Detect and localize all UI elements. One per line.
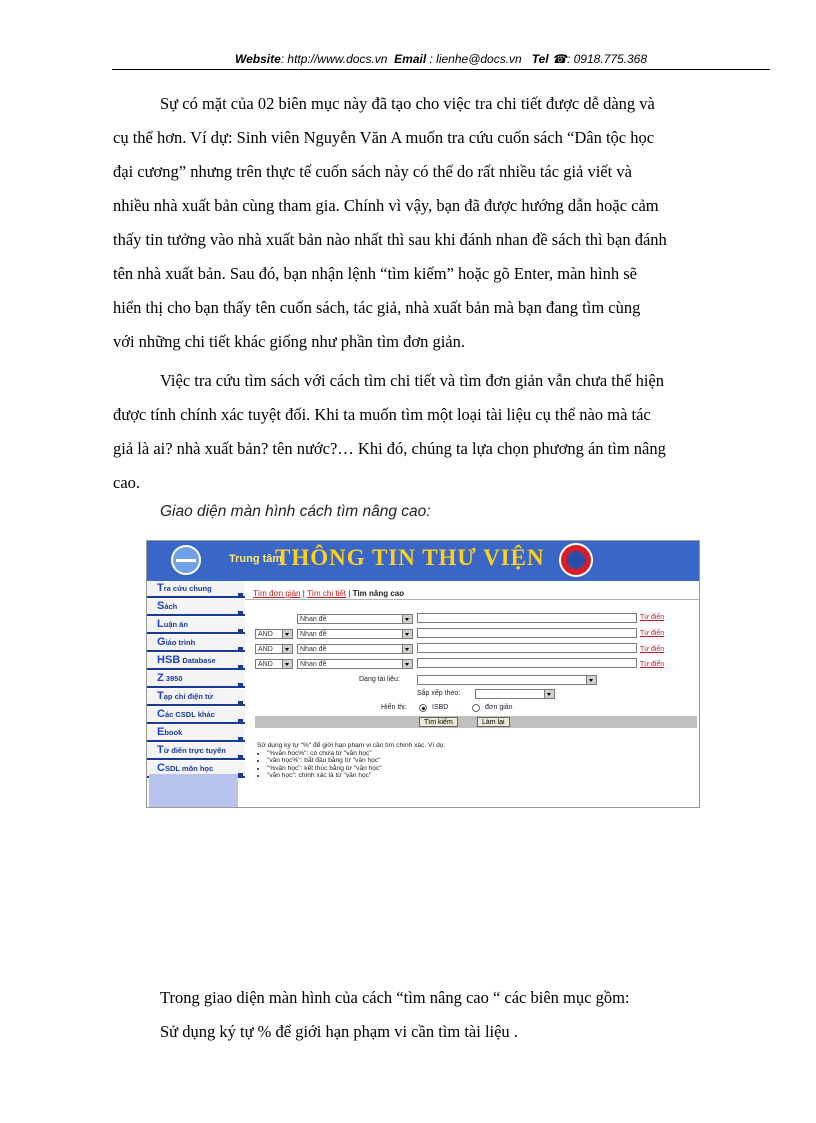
sidebar-item-label: ác CSDL khác: [164, 710, 215, 719]
tab-simple-search[interactable]: Tìm đơn giản: [253, 589, 301, 598]
header-divider: [112, 69, 770, 70]
sidebar-item-ebook[interactable]: [147, 725, 245, 742]
chevron-down-icon: [282, 660, 292, 668]
text-line: được tính chính xác tuyệt đối. Khi ta muốn tìm một loại tài liệu cụ thể nào mà tác: [113, 405, 651, 424]
figure-caption: Giao diện màn hình cách tìm nâng cao:: [160, 503, 431, 520]
sidebar-item-initial: C: [157, 708, 165, 720]
sidebar-item-initial: G: [157, 636, 166, 648]
website-label: Website: [234, 52, 281, 66]
sidebar-item-label: Database: [180, 656, 216, 665]
field-select-value: Nhan đề: [300, 631, 327, 638]
field-select-value: Nhan đề: [300, 646, 327, 653]
search-tabs: [253, 589, 699, 598]
hint-item: • "%văn học": kết thúc bằng từ "văn học": [267, 765, 445, 773]
sidebar-item-label: ừ điển trực tuyến: [163, 746, 226, 755]
sidebar-item-label: book: [164, 728, 183, 737]
search-term-input[interactable]: [417, 628, 637, 638]
sidebar-item-initial: L: [157, 618, 164, 630]
hint-intro: Sử dụng ký tự "%" để giới hạn phạm vi cần tìm chính xác. Ví dụ:: [257, 742, 446, 749]
chevron-down-icon: [544, 690, 554, 698]
text-line: Việc tra cứu tìm sách với cách tìm chi tiết và tìm đơn giản vẫn chưa thể hiện: [160, 371, 664, 390]
tabs-divider: [245, 599, 699, 600]
sidebar-item-label: ạp chí điện tử: [163, 692, 213, 701]
button-bar: [255, 716, 697, 728]
operator-select-value: AND: [258, 646, 273, 653]
paragraph-1: [113, 87, 740, 359]
hint-item: • "%văn học%": có chứa từ "văn học": [267, 750, 445, 758]
sidebar-item-label: ra cứu chung: [163, 584, 212, 593]
chevron-down-icon: [282, 645, 292, 653]
text-line: với những chi tiết khác giống như phần tìm đơn giản.: [113, 332, 465, 351]
paragraph-3: [113, 981, 740, 1049]
sidebar-item-z3950[interactable]: [147, 671, 245, 688]
sidebar-item-label: 3950: [163, 674, 183, 683]
sidebar-item-other-db[interactable]: [147, 707, 245, 724]
sidebar-item-initial: T: [157, 582, 164, 594]
search-button[interactable]: Tìm kiếm: [419, 717, 458, 727]
operator-select-value: AND: [258, 661, 273, 668]
advanced-search-screenshot: [146, 540, 700, 808]
sort-label: Sắp xếp theo:: [417, 690, 461, 697]
text-line: giả là ai? nhà xuất bản? tên nước?… Khi đó, chúng ta lựa chọn phương án tìm nâng: [113, 439, 666, 458]
operator-select-value: AND: [258, 631, 273, 638]
sidebar-item-initial: S: [157, 600, 165, 612]
display-isbd-radio[interactable]: [419, 704, 427, 712]
sidebar-menu: [147, 581, 245, 807]
sidebar-item-label: iáo trình: [165, 638, 196, 647]
tel-label: Tel: [531, 52, 549, 66]
chevron-down-icon: [402, 645, 412, 653]
search-term-input[interactable]: [417, 643, 637, 653]
sidebar-item-textbooks[interactable]: [147, 635, 245, 652]
sidebar-item-label: SDL môn học: [164, 764, 214, 773]
sidebar-item-books[interactable]: [147, 599, 245, 616]
dictionary-link[interactable]: Từ điển: [640, 614, 665, 621]
sidebar-item-label: ách: [164, 602, 178, 611]
display-simple-label: đơn giản: [485, 704, 513, 711]
sidebar-item-hsb-database[interactable]: [147, 653, 245, 670]
chevron-down-icon: [282, 630, 292, 638]
sidebar-item-initial: T: [157, 690, 164, 702]
operator-select[interactable]: [255, 659, 293, 669]
sidebar-item-initial: Z: [157, 672, 164, 684]
banner-center-label: Trung tâm: [229, 553, 283, 565]
sidebar-item-general[interactable]: [147, 581, 245, 598]
dictionary-link[interactable]: Từ điển: [640, 661, 665, 668]
display-simple-radio[interactable]: [472, 704, 480, 712]
search-hint: [257, 742, 445, 780]
website-value: : http://www.docs.vn: [280, 52, 388, 66]
banner-title: THÔNG TIN THƯ VIỆN: [275, 545, 545, 570]
sidebar-item-initial: HSB: [157, 654, 181, 666]
text-line: hiển thị cho bạn thấy tên cuốn sách, tác giả, nhà xuất bản mà bạn đang tìm cùng: [113, 298, 641, 317]
text-line: đại cương” nhưng trên thực tế cuốn sách này có thể do rất nhiều tác giả viết và: [113, 162, 632, 181]
dictionary-link[interactable]: Từ điển: [640, 630, 665, 637]
field-select[interactable]: [297, 629, 413, 639]
field-select[interactable]: [297, 614, 413, 624]
display-isbd-label: ISBD: [432, 704, 449, 711]
chevron-down-icon: [402, 630, 412, 638]
sidebar-item-initial: E: [157, 726, 165, 738]
chevron-down-icon: [402, 615, 412, 623]
sidebar-item-label: uận án: [163, 620, 188, 629]
sidebar-item-online-dictionary[interactable]: [147, 743, 245, 760]
email-label: Email: [394, 52, 427, 66]
chevron-down-icon: [586, 676, 596, 684]
text-line: thấy tin tưởng vào nhà xuất bản nào nhất thì sau khi đánh nhan đề sách thì bạn đánh: [113, 230, 667, 249]
field-select-value: Nhan đề: [300, 616, 327, 623]
operator-select[interactable]: [255, 629, 293, 639]
tab-separator: |: [348, 589, 351, 598]
text-line: cao.: [113, 473, 141, 492]
sort-select[interactable]: [475, 689, 555, 699]
doc-type-select[interactable]: [417, 675, 597, 685]
sidebar-item-ejournals[interactable]: [147, 689, 245, 706]
text-line: tên nhà xuất bản. Sau đó, bạn nhận lệnh “tìm kiếm” hoặc gõ Enter, màn hình sẽ: [113, 264, 637, 283]
tab-detail-search[interactable]: Tìm chi tiết: [306, 589, 347, 598]
operator-select[interactable]: [255, 644, 293, 654]
phone-icon: ☎: [552, 52, 567, 66]
page-header: [112, 52, 770, 66]
chevron-down-icon: [402, 660, 412, 668]
sidebar-panel: [149, 774, 238, 808]
search-term-input[interactable]: [417, 658, 637, 668]
tel-value: : 0918.775.368: [566, 52, 648, 66]
library-banner: [147, 541, 699, 581]
text-line: Sử dụng ký tự % để giới hạn phạm vi cần tìm tài liệu .: [160, 1022, 518, 1041]
field-select[interactable]: [297, 659, 413, 669]
doc-type-label: Dạng tài liệu:: [359, 676, 400, 683]
display-label: Hiển thị:: [381, 704, 407, 711]
globe-logo-icon: [559, 543, 593, 577]
reset-button[interactable]: Làm lại: [477, 717, 510, 727]
text-line: cụ thể hơn. Ví dự: Sinh viên Nguyễn Văn A muốn tra cứu cuốn sách “Dân tộc học: [113, 128, 655, 147]
tab-advanced-search[interactable]: Tìm nâng cao: [352, 589, 405, 598]
email-value: : lienhe@docs.vn: [429, 52, 522, 66]
hint-item: • "văn học": chính xác là từ "văn học": [267, 772, 445, 780]
search-term-input[interactable]: [417, 613, 637, 623]
text-line: nhiều nhà xuất bản cùng tham gia. Chính vì vậy, bạn đã được hướng dẫn hoặc cảm: [113, 196, 659, 215]
university-logo-icon: [171, 545, 201, 575]
sidebar-item-theses[interactable]: [147, 617, 245, 634]
sidebar-item-initial: T: [157, 744, 164, 756]
paragraph-2: [113, 364, 740, 500]
text-line: Sự có mặt của 02 biên mục này đã tạo cho việc tra chi tiết được dễ dàng và: [160, 94, 655, 113]
hint-item: • "văn học%": bắt đầu bằng từ "văn học": [267, 757, 445, 765]
field-select[interactable]: [297, 644, 413, 654]
tab-separator: |: [302, 589, 305, 598]
sidebar-item-initial: C: [157, 762, 165, 774]
dictionary-link[interactable]: Từ điển: [640, 646, 665, 653]
text-line: Trong giao diện màn hình của cách “tìm nâng cao “ các biên mục gồm:: [160, 988, 630, 1007]
field-select-value: Nhan đề: [300, 661, 327, 668]
